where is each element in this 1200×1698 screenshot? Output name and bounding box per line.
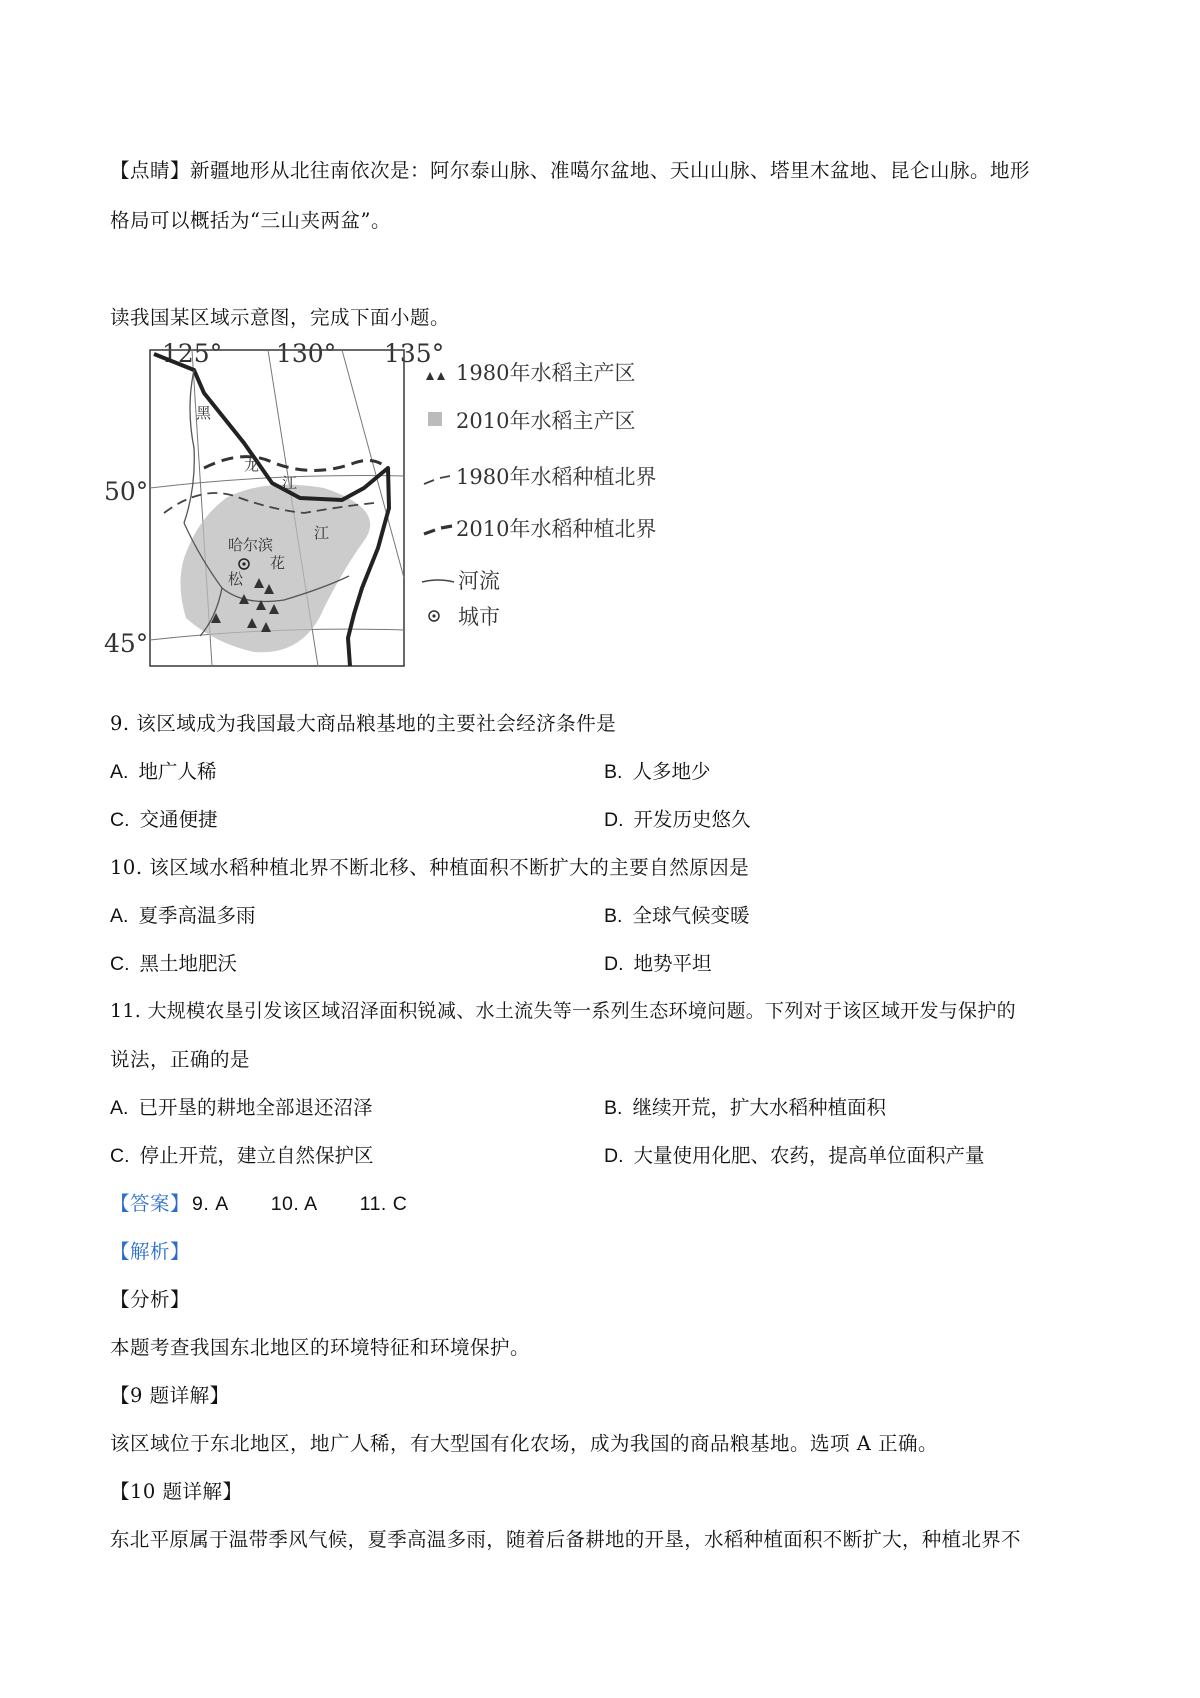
place-label-long: 龙 (244, 456, 260, 474)
q9-option-a: A. 地广人稀 (110, 760, 217, 783)
legend-text-2010-limit: 2010年水稻种植北界 (456, 517, 657, 541)
legend-text-2010-area: 2010年水稻主产区 (456, 409, 636, 433)
tip-text-line1: 新疆地形从北往南依次是：阿尔泰山脉、准噶尔盆地、天山山脉、塔里木盆地、昆仑山脉。地形 (190, 159, 1031, 182)
q11-option-d: D. 大量使用化肥、农药，提高单位面积产量 (604, 1144, 985, 1167)
lat-label-45: 45° (104, 629, 149, 658)
question-11-stem: 11. 大规模农垦引发该区域沼泽面积锐减、水土流失等一系列生态环境问题。下列对于该区域开发与保护的 (110, 1000, 1016, 1022)
triangles-icon (426, 372, 445, 380)
question-9-stem: 9. 该区域成为我国最大商品粮基地的主要社会经济条件是 (110, 712, 617, 735)
answer-label: 【答案】 (110, 1192, 191, 1215)
lon-label-135: 135° (384, 339, 445, 368)
answer-11: 11. C (359, 1193, 408, 1215)
place-label-song: 松 (228, 570, 244, 588)
river-icon (422, 580, 454, 582)
place-label-hua: 花 (270, 554, 286, 572)
question-11-stem-line2: 说法，正确的是 (110, 1048, 251, 1071)
q10-detail-text: 东北平原属于温带季风气候，夏季高温多雨，随着后备耕地的开垦，水稻种植面积不断扩大，种植北界不 (110, 1528, 1021, 1551)
q10-option-d: D. 地势平坦 (604, 952, 712, 975)
q11-option-a: A. 已开垦的耕地全部退还沼泽 (110, 1096, 373, 1119)
legend-text-1980-limit: 1980年水稻种植北界 (456, 465, 657, 489)
place-label-hei: 黑 (196, 404, 212, 422)
shaded-area-icon (428, 412, 442, 426)
place-label-harbin: 哈尔滨 (228, 536, 274, 554)
tip-paragraph-line1 (110, 155, 1030, 183)
q11-option-b: B. 继续开荒，扩大水稻种植面积 (604, 1096, 886, 1119)
answer-10: 10. A (270, 1193, 318, 1215)
q9-option-b: B. 人多地少 (604, 760, 711, 783)
region-map (104, 338, 724, 678)
legend-text-city: 城市 (458, 605, 500, 629)
dash-bold-icon (424, 526, 452, 534)
q10-option-a: A. 夏季高温多雨 (110, 904, 256, 927)
map-legend (422, 361, 656, 629)
place-label-jiang-2: 江 (314, 524, 330, 542)
analysis-label: 【解析】 (110, 1240, 191, 1263)
intro-text: 读我国某区域示意图，完成下面小题。 (110, 306, 451, 329)
tip-label: 【点睛】 (110, 159, 191, 182)
answer-9: 9. A (192, 1193, 229, 1215)
lon-label-130: 130° (276, 339, 337, 368)
tip-text-line2: 格局可以概括为“三山夹两盆”。 (110, 209, 391, 232)
q9-option-c: C. 交通便捷 (110, 808, 218, 831)
legend-text-1980-area: 1980年水稻主产区 (456, 361, 636, 385)
q10-option-b: B. 全球气候变暖 (604, 904, 750, 927)
q9-detail-label: 【9 题详解】 (110, 1384, 230, 1407)
q10-option-c: C. 黑土地肥沃 (110, 952, 238, 975)
q10-detail-label: 【10 题详解】 (110, 1480, 243, 1503)
dash-line-icon (424, 476, 450, 484)
limit-2010 (204, 457, 387, 471)
lon-label-125: 125° (162, 339, 223, 368)
q9-option-d: D. 开发历史悠久 (604, 808, 751, 831)
fenxi-label: 【分析】 (110, 1288, 191, 1311)
q11-option-c: C. 停止开荒，建立自然保护区 (110, 1144, 374, 1167)
city-icon (429, 611, 439, 621)
legend-text-river: 河流 (458, 569, 500, 593)
answer-line (110, 1188, 449, 1216)
fenxi-text: 本题考查我国东北地区的环境特征和环境保护。 (110, 1336, 531, 1359)
lat-label-50: 50° (104, 477, 149, 506)
q9-detail-text: 该区域位于东北地区，地广人稀，有大型国有化农场，成为我国的商品粮基地。选项 A 正确。 (110, 1432, 938, 1455)
question-10-stem: 10. 该区域水稻种植北界不断北移、种植面积不断扩大的主要自然原因是 (110, 856, 750, 879)
place-label-jiang-1: 江 (282, 474, 298, 492)
